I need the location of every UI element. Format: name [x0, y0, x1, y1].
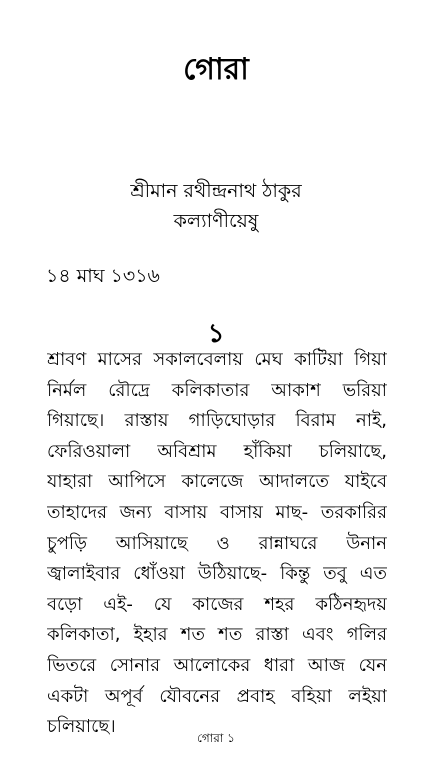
chapter-body — [47, 345, 387, 743]
body-line: যাহারা আপিসে কালেজে আদালতে যাইবে — [47, 471, 387, 493]
body-line: তাহাদের জন্য বাসায় বাসায় মাছ- তরকারির — [47, 501, 387, 523]
body-line: জ্বালাইবার ধোঁওয়া উঠিয়াছে- কিন্তু তবু এত — [47, 563, 387, 585]
page-footer: গোরা ১ — [197, 731, 235, 745]
book-title: গোরা — [183, 52, 249, 87]
body-line: গিয়াছে। রাস্তায় গাড়িঘোড়ার বিরাম নাই, — [47, 410, 387, 432]
dedication-date: ১৪ মাঘ ১৩১৬ — [46, 265, 160, 287]
body-line: নির্মল রৌদ্রে কলিকাতার আকাশ ভরিয়া — [47, 379, 387, 401]
dedication-salutation: কল্যাণীয়েষু — [173, 210, 259, 232]
body-line: ফেরিওয়ালা অবিশ্রাম হাঁকিয়া চলিয়াছে, — [47, 440, 387, 462]
dedication — [0, 176, 432, 236]
body-line: শ্রাবণ মাসের সকালবেলায় মেঘ কাটিয়া গিয়া — [47, 349, 387, 370]
body-line: একটা অপূর্ব যৌবনের প্রবাহ বহিয়া লইয়া — [47, 685, 387, 707]
body-line: বড়ো এই- যে কাজের শহর কঠিনহৃদয় — [47, 593, 387, 615]
chapter-number: ১ — [207, 319, 225, 349]
dedication-recipient: শ্রীমান রথীন্দ্রনাথ ঠাকুর — [130, 180, 302, 202]
body-line: চুপড়ি আসিয়াছে ও রান্নাঘরে উনান — [47, 532, 387, 554]
body-line: কলিকাতা, ইহার শত শত রাস্তা এবং গলির — [47, 624, 387, 646]
body-line: ভিতরে সোনার আলোকের ধারা আজ যেন — [47, 654, 387, 676]
body-line: চলিয়াছে। — [47, 716, 116, 738]
